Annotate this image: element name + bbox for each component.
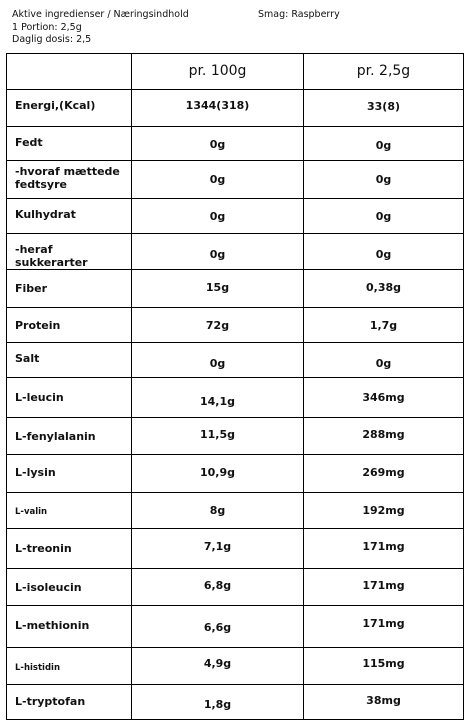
per-100g-value: 10,9g (199, 466, 235, 479)
per-serving-cell (304, 493, 463, 528)
nutrient-name: Energi,(Kcal) (15, 99, 96, 112)
per-100g-value: 72g (205, 319, 230, 332)
table-row (7, 418, 463, 455)
nutrient-cell (7, 418, 132, 454)
nutrient-name: L-treonin (15, 542, 72, 555)
per-100g-value: 11,5g (199, 428, 235, 441)
nutrient-name: Salt (15, 352, 40, 365)
per-100g-cell (132, 161, 304, 198)
nutrient-name: L-leucin (15, 391, 64, 404)
per-serving-cell (304, 685, 463, 719)
per-100g-value: 4,9g (203, 657, 232, 670)
per-100g-cell (132, 308, 304, 342)
per-100g-cell (132, 685, 304, 719)
nutrient-name: L-valin (15, 507, 48, 517)
per-serving-cell (304, 161, 463, 198)
per-serving-cell (304, 418, 463, 454)
nutrient-name: -heraf sukkerarter (15, 243, 88, 269)
table-row (7, 569, 463, 606)
per-100g-cell (132, 127, 304, 160)
per-serving-cell (304, 569, 463, 605)
per-100g-value: 6,8g (203, 579, 232, 592)
table-row (7, 648, 463, 685)
per-serving-value: 288mg (362, 428, 405, 441)
nutrient-cell (7, 234, 132, 269)
nutrient-cell (7, 569, 132, 605)
per-serving-cell (304, 648, 463, 684)
nutrient-cell (7, 648, 132, 684)
nutrient-cell (7, 529, 132, 568)
table-row (7, 378, 463, 418)
nutrient-cell (7, 161, 132, 198)
header-per-100g: pr. 100g (188, 63, 247, 79)
per-serving-value: 115mg (362, 657, 405, 670)
nutrient-name: -hvoraf mættede fedtsyre (15, 165, 120, 191)
per-100g-cell (132, 199, 304, 233)
header-cell-empty (7, 54, 132, 89)
per-100g-cell (132, 270, 304, 307)
per-serving-cell (304, 606, 463, 647)
table-row (7, 606, 463, 648)
table-row (7, 308, 463, 343)
nutrient-cell (7, 455, 132, 492)
per-100g-value: 14,1g (199, 395, 235, 408)
per-serving-cell (304, 127, 463, 160)
per-serving-value: 171mg (362, 540, 405, 553)
per-100g-value: 7,1g (203, 540, 232, 553)
nutrient-name: L-histidin (15, 663, 60, 673)
per-serving-value: 192mg (362, 504, 405, 517)
per-serving-cell (304, 234, 463, 269)
nutrient-cell (7, 378, 132, 417)
per-serving-value: 346mg (362, 391, 405, 404)
header-cell-per-serving (304, 54, 463, 89)
nutrient-cell (7, 685, 132, 719)
per-100g-cell (132, 493, 304, 528)
nutrient-cell (7, 493, 132, 528)
nutrient-name: L-tryptofan (15, 695, 86, 708)
table-row (7, 234, 463, 270)
per-serving-cell (304, 270, 463, 307)
flavor-label: Smag: Raspberry (258, 9, 340, 20)
table-row (7, 343, 463, 378)
per-serving-cell (304, 343, 463, 377)
per-100g-value: 15g (205, 281, 230, 294)
per-100g-cell (132, 418, 304, 454)
per-serving-value: 171mg (362, 617, 405, 630)
per-100g-cell (132, 378, 304, 417)
table-row (7, 199, 463, 234)
per-100g-value: 0g (209, 210, 226, 223)
per-100g-value: 0g (209, 173, 226, 186)
nutrient-cell (7, 127, 132, 160)
per-100g-cell (132, 648, 304, 684)
header-per-serving: pr. 2,5g (356, 63, 411, 79)
per-serving-value: 0,38g (365, 281, 401, 294)
per-100g-cell (132, 343, 304, 377)
per-serving-value: 171mg (362, 579, 405, 592)
nutrient-name: Kulhydrat (15, 208, 76, 221)
table-row (7, 127, 463, 161)
table-row (7, 90, 463, 127)
per-serving-value: 1,7g (369, 319, 398, 332)
nutrient-name: Protein (15, 319, 61, 332)
per-100g-value: 1344(318) (185, 99, 250, 112)
nutrient-name: L-fenylalanin (15, 430, 96, 443)
nutrient-name: L-isoleucin (15, 581, 82, 594)
per-serving-cell (304, 199, 463, 233)
nutrient-cell (7, 343, 132, 377)
nutrient-name: Fedt (15, 136, 43, 149)
per-100g-cell (132, 234, 304, 269)
table-row (7, 270, 463, 308)
nutrient-cell (7, 90, 132, 126)
table-row (7, 529, 463, 569)
per-serving-value: 269mg (362, 466, 405, 479)
daily-dose: Daglig dosis: 2,5 (12, 34, 92, 45)
nutrition-table (6, 53, 464, 720)
nutrient-cell (7, 606, 132, 647)
per-100g-value: 8g (209, 504, 226, 517)
table-row (7, 493, 463, 529)
table-row (7, 685, 463, 719)
per-serving-cell (304, 308, 463, 342)
nutrient-cell (7, 199, 132, 233)
per-100g-cell (132, 90, 304, 126)
nutrient-name: L-methionin (15, 619, 90, 632)
nutrient-name: L-lysin (15, 466, 56, 479)
table-row (7, 455, 463, 493)
per-100g-value: 0g (209, 248, 226, 261)
per-100g-cell (132, 455, 304, 492)
per-serving-value: 33(8) (366, 100, 401, 113)
per-serving-value: 0g (375, 173, 392, 186)
per-100g-cell (132, 529, 304, 568)
header-cell-per-100g (132, 54, 304, 89)
per-100g-cell (132, 569, 304, 605)
per-serving-value: 0g (375, 139, 392, 152)
per-serving-cell (304, 90, 463, 126)
nutrient-cell (7, 308, 132, 342)
ingredients-heading: Aktive ingredienser / Næringsindhold (12, 9, 189, 20)
per-serving-value: 0g (375, 357, 392, 370)
portion-size: 1 Portion: 2,5g (12, 22, 82, 33)
table-header-row (7, 54, 463, 90)
table-row (7, 161, 463, 199)
per-serving-value: 0g (375, 248, 392, 261)
per-serving-value: 38mg (366, 694, 401, 707)
nutrient-name: Fiber (15, 282, 48, 295)
per-100g-value: 6,6g (203, 621, 232, 634)
per-100g-value: 1,8g (203, 698, 232, 711)
per-serving-cell (304, 378, 463, 417)
per-serving-cell (304, 529, 463, 568)
per-100g-cell (132, 606, 304, 647)
per-serving-cell (304, 455, 463, 492)
nutrient-cell (7, 270, 132, 307)
per-100g-value: 0g (209, 357, 226, 370)
per-serving-value: 0g (375, 210, 392, 223)
per-100g-value: 0g (209, 138, 226, 151)
